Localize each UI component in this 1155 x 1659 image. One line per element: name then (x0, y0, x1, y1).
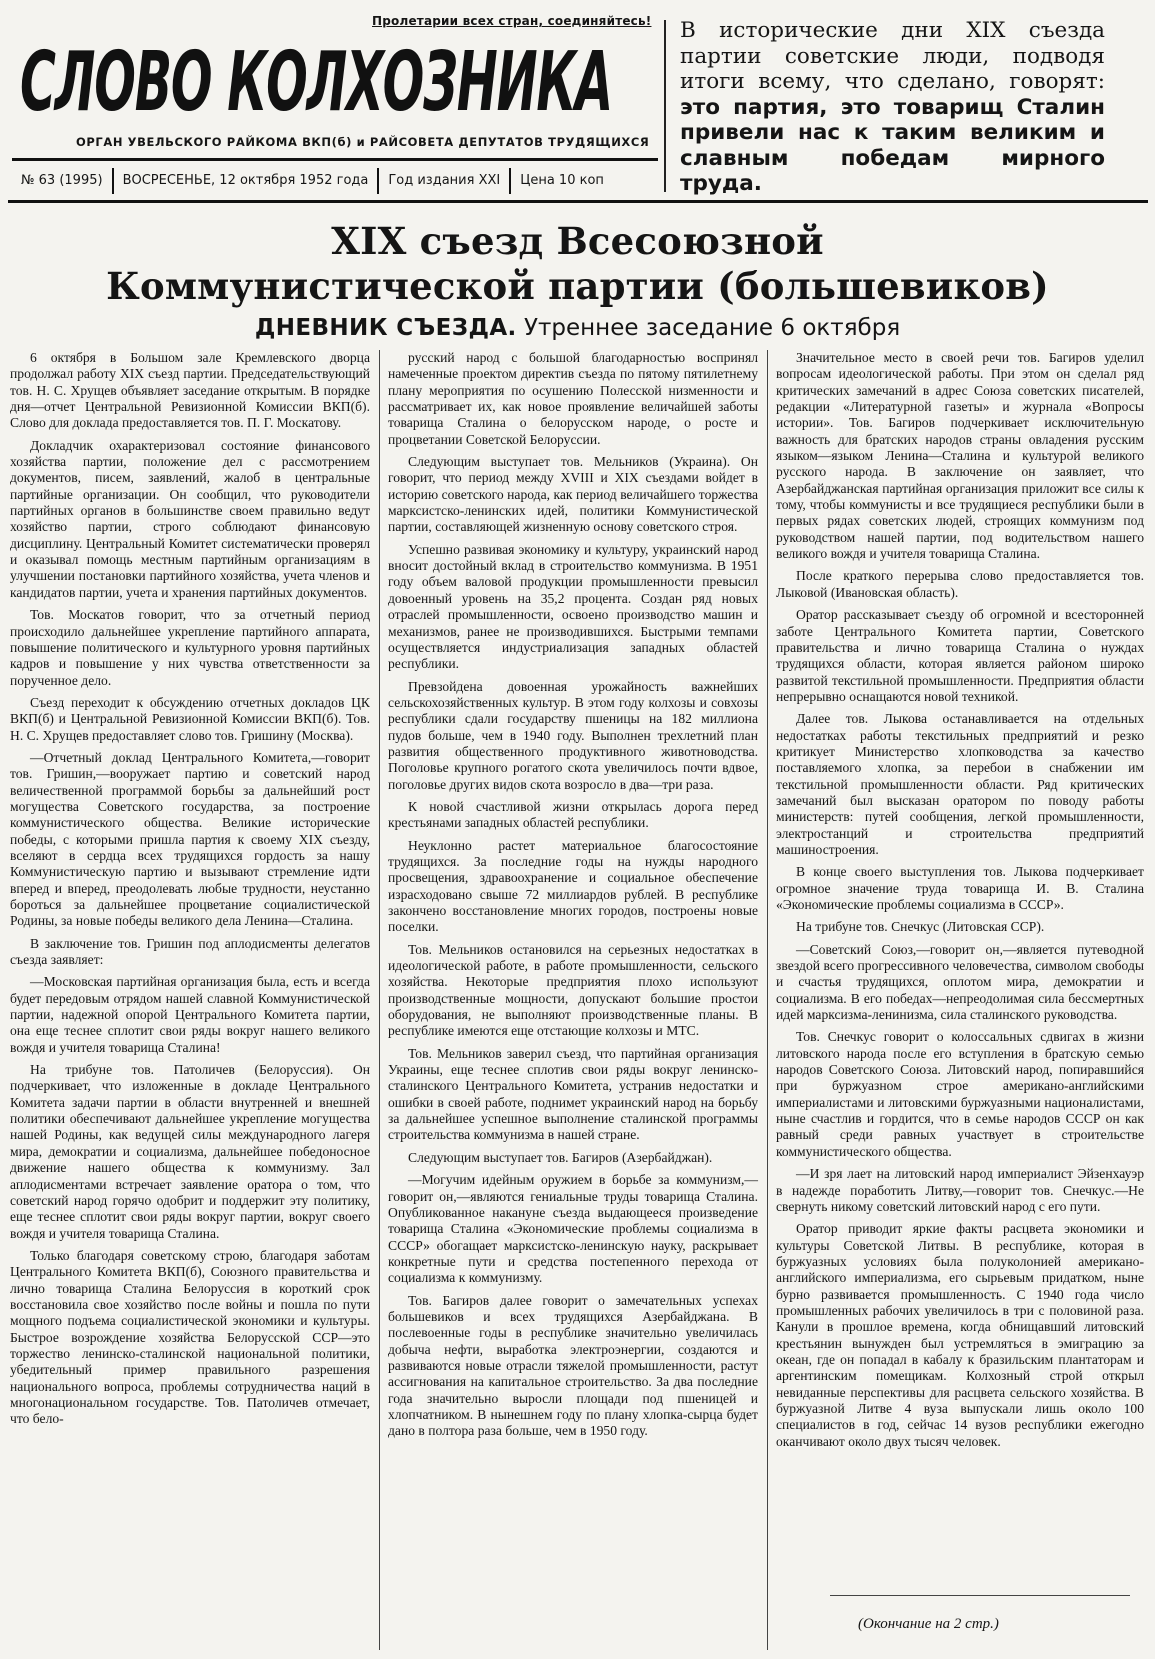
article-paragraph: —Московская партийная организация была, есть и всегда будет передовым отрядом нашей славной Коммунистической партии, надежной опорой Центрального Комитета партии, она еще теснее сплотит свои ряды вокруг нашего великого вождя и учителя товарища Сталина! (10, 974, 370, 1055)
article-paragraph: Неуклонно растет материальное благосостояние трудящихся. За последние годы на нужды народного просвещения, здравоохранение и социальное обеспечение израсходовано свыше 72 миллиардов рублей. В республике закончено восстановление многих городов, построены новые поселки. (388, 837, 758, 935)
issue-number: № 63 (1995) (12, 168, 114, 194)
article-paragraph: русский народ с большой благодарностью воспринял намеченные проектом директив съезда по пятому пятилетнему плану мероприятия по осушению Полесской низменности и рассматривает их, как новое проявление величайшей заботы товарища Сталина о белорусском народе, о росте и процветании Советской Белоруссии. (388, 350, 758, 447)
article-paragraph: На трибуне тов. Патоличев (Белоруссия). Он подчеркивает, что изложенные в докладе Центрального Комитета задачи партии в области внутренней и внешней политики обеспечивают дальнейшее укрепление могущества нашей Родины, как ведущей силы международного лагеря мира, демократии и социализма, дальнейшее победоносное движение нашего общества к коммунизму. Зал аплодисментами встречает заявление оратора о том, что советский народ горячо одобрит и поддержит эту политику, еще теснее сплотит свои ряды вокруг партии, вокруг своего вождя и учителя товарища Сталина. (10, 1062, 370, 1241)
quote-text: В исторические дни XIX съезда партии советские люди, подводя итоги всему, что сделано, говорят: (680, 18, 1105, 94)
article-paragraph: Следующим выступает тов. Мельников (Украина). Он говорит, что период между XVIII и XIX съездами войдет в историю советского народа, как период величайшего торжества марксистско-ленинских идей, политики Коммунистической партии, составляющей жизненную основу советского строя. (388, 454, 758, 535)
headline-line-2: Коммунистической партии (большевиков) (106, 264, 1049, 308)
subhead-title: ДНЕВНИК СЪЕЗДА. (254, 315, 517, 341)
continuation-note: (Окончание на 2 стр.) (858, 1616, 999, 1632)
article-column-2 (388, 350, 758, 1446)
article-column-3 (776, 350, 1144, 1456)
article-paragraph: Тов. Мельников остановился на серьезных недостатках в идеологической работе, в работе промышленности, сельского хозяйства. Некоторые предприятия плохо используют производственные мощности, допускают большие простои оборудования, не выполняют производственные планы. В республике имеются еще отстающие колхозы и МТС. (388, 941, 758, 1039)
article-paragraph: Превзойдена довоенная урожайность важнейших сельскохозяйственных культур. В этом году колхозы и совхозы республики сдали государству пшеницы на 182 миллиона пудов больше, чем в 1940 году. Выполнен трехлетний план развития общественного продуктивного животноводства. Поголовье крупного рогатого скота увеличилось почти вдвое, поголовье других видов скота возросло в два—три раза. (388, 678, 758, 792)
article-paragraph: Оратор приводит яркие факты расцвета экономики и культуры Советской Литвы. В республике, которая в буржуазных условиях была полуколонией американо-английского империализма, его сырьевым придатком, ныне бурно развивается промышленность. С 1940 года число промышленных рабочих увеличилось в три с половиной раза. Канули в прошлое времена, когда обнищавший литовский крестьянин вынужден был устремляться в эмиграцию за океан, где он попадал в кабалу к бразильским плантаторам и аргентинским помещикам. Колхозный строй открыл невиданные перспективы для расцвета сельского хозяйства. В буржуазной Литве 4 вуза выпускали лишь около 100 специалистов в год, сейчас 14 вузов республики ежегодно оканчивают около двух тысяч человек. (776, 1221, 1144, 1449)
article-paragraph: Тов. Снечкус говорит о колоссальных сдвигах в жизни литовского народа после его вступления в братскую семью народов Советского Союза. Литовский народ, попиравшийся при буржуазном строе американо-английскими империалистами и литовскими буржуазными националистами, ныне счастлив и гордится, что в семье народов СССР он как равный среди равных участвует в строительстве коммунистического общества. (776, 1029, 1144, 1159)
quote-emphasis: это партия, это товарищ Сталин привели нас к таким великим и славным победам мирного труда. (680, 94, 1105, 196)
masthead-organ: ОРГАН УВЕЛЬСКОГО РАЙКОМА ВКП(б) и РАЙСОВЕТА ДЕПУТАТОВ ТРУДЯЩИХСЯ (76, 135, 650, 149)
issue-info-bar (12, 164, 644, 198)
article-paragraph: В заключение тов. Гришин под аплодисменты делегатов съезда заявляет: (10, 935, 370, 968)
article-paragraph: Только благодаря советскому строю, благодаря заботам Центрального Комитета ВКП(б), Союзного правительства и лично товарища Сталина Белоруссия в короткий срок восстановила свое хозяйство после войны и пошла по пути мощного подъема социалистической экономики и культуры. Быстрое возрождение хозяйства Белорусской ССР—это торжество ленинско-сталинской национальной политики, убедительный пример правильного разрешения национального вопроса, проблемы сотрудничества наций в многонациональном государстве. Тов. Патоличев отмечает, что бело- (10, 1247, 370, 1427)
article-paragraph: Далее тов. Лыкова останавливается на отдельных недостатках работы текстильных предприятий и резко критикует Министерство хлопководства за качество поставляемого хлопка, за перебои в снабжении им текстильной промышленности области. Ряд критических замечаний был высказан оратором по поводу работы министерств: путей сообщения, легкой промышленности, электростанций и строительства предприятий машиностроения. (776, 711, 1144, 857)
article-paragraph: —И зря лает на литовский народ империалист Эйзенхауэр в надежде поработить Литву,—говорит тов. Снечкус.—Не свернуть никому советский литовский народ с его пути. (776, 1166, 1144, 1214)
editorial-quote (680, 18, 1105, 197)
article-paragraph: —Могучим идейным оружием в борьбе за коммунизм,—говорит он,—являются гениальные труды товарища Сталина. Опубликованное накануне съезда выдающееся произведение товарища Сталина «Экономические проблемы социализма в СССР» обогащает марксистско-ленинскую науку, раскрывает конкретные пути и средства постепенного перехода от социализма к коммунизму. (388, 1172, 758, 1286)
article-paragraph: Тов. Багиров далее говорит о замечательных успехах большевиков и всех трудящихся Азербайджана. В послевоенные годы в республике значительно увеличилась добыча нефти, выработка электроэнергии, создаются и развиваются новые отрасли тяжелой промышленности, растут ассигнования на капитальное строительство. За два последние года значительно выросли площади под пшеницей и хлопчатником. В нынешнем году по плану хлопка-сырца будет дано в полтора раза больше, чем в 1950 году. (388, 1292, 758, 1439)
masthead-motto: Пролетарии всех стран, соединяйтесь! (372, 14, 652, 28)
header-rule (8, 200, 1148, 203)
article-paragraph: Съезд переходит к обсуждению отчетных докладов ЦК ВКП(б) и Центральной Ревизионной Комиссии ВКП(б). Тов. Н. С. Хрущев предоставляет слово тов. Гришину (Москва). (10, 694, 370, 743)
newspaper-logo (18, 28, 618, 130)
article-paragraph: На трибуне тов. Снечкус (Литовская ССР). (796, 919, 1045, 935)
article-paragraph: После краткого перерыва слово предоставляется тов. Лыковой (Ивановская область). (776, 568, 1144, 600)
article-paragraph: Следующим выступает тов. Багиров (Азербайджан). (408, 1149, 713, 1165)
issue-price: Цена 10 коп (520, 173, 604, 188)
masthead-divider (664, 20, 666, 192)
headline-line-1: XIX съезд Всесоюзной (331, 219, 824, 263)
article-subhead (40, 315, 1115, 341)
article-paragraph: 6 октября в Большом зале Кремлевского дворца продолжал работу XIX съезд партии. Председательствующий тов. Н. С. Хрущев объявляет заседание открытым. В порядке дня—отчет Центральной Ревизионной Комиссии ВКП(б). Слово для доклада предоставляется тов. П. Г. Москатову. (10, 350, 370, 431)
column-divider-1 (379, 350, 380, 1650)
article-paragraph: В конце своего выступления тов. Лыкова подчеркивает огромное значение труда товарища И. В. Сталина «Экономические проблемы социализма в СССР». (776, 864, 1144, 912)
subhead-session: Утреннее заседание 6 октября (523, 315, 901, 341)
issue-date: ВОСРЕСЕНЬЕ, 12 октября 1952 года (114, 168, 380, 194)
article-paragraph: Тов. Москатов говорит, что за отчетный период происходило дальнейшее укрепление партийного аппарата, повышение политического и культурного уровня партийных кадров и повышение у них чувства ответственности за порученное дело. (10, 607, 370, 688)
masthead-rule (12, 158, 658, 161)
main-headline (40, 219, 1115, 309)
article-paragraph: —Отчетный доклад Центрального Комитета,—говорит тов. Гришин,—вооружает партию и советский народ величественной программой борьбы за дальнейший рост могущества Советского государства, за построение коммунистического общества. Великие исторические победы, с которыми пришла партия к своему XIX съезду, вселяют в сердца всех трудящихся гордость за нашу Коммунистическую партию и вызывают стремление идти вперед и вперед, преодолевать любые трудности, неустанно бороться за дальнейшее процветание социалистической Родины, за новые победы великого дела Ленина—Сталина. (10, 749, 370, 929)
svg-text:СЛОВО КОЛХОЗНИКА: СЛОВО КОЛХОЗНИКА (20, 35, 612, 130)
article-paragraph: К новой счастливой жизни открылась дорога перед крестьянами западных областей республики. (388, 798, 758, 831)
continuation-rule (830, 1595, 1130, 1596)
article-paragraph: Докладчик охарактеризовал состояние финансового хозяйства партии, положение дел с рассмотрением документов, писем, заявлений, жалоб в центральные партийные организации. Он сообщил, что руководители партийных органов в большинстве своем правильно ведут хозяйство партии, строго соблюдают финансовую дисциплину. Центральный Комитет систематически проверял и оказывал помощь местным партийным организациям в улучшении постановки партийного хозяйства, учета членов и кандидатов партии, учета и хранения партийных документов. (10, 437, 370, 600)
article-paragraph: Оратор рассказывает съезду об огромной и всесторонней заботе Центрального Комитета партии, Советского правительства и лично товарища Сталина о нуждах трудящихся области, которая является районом широко развитой текстильной промышленности. Предприятия области непрерывно оснащаются новой техникой. (776, 607, 1144, 704)
article-column-1 (10, 350, 370, 1434)
article-paragraph: Тов. Мельников заверил съезд, что партийная организация Украины, еще теснее сплотив свои ряды вокруг ленинско-сталинского Центрального Комитета, устранив недостатки и ошибки в своей работе, поднимет украинский народ на борьбу за дальнейшее успешное выполнение сталинской программы строительства коммунизма в нашей стране. (388, 1045, 758, 1143)
article-paragraph: Успешно развивая экономику и культуру, украинский народ вносит достойный вклад в строительство коммунизма. В 1951 году объем валовой продукции промышленности превысил довоенный уровень на 35,2 процента. Создан ряд новых отраслей промышленности, освоено производство машин и механизмов, ранее не производившихся. Быстрыми темпами осуществляется индустриализация западных областей республики. (388, 541, 758, 672)
article-paragraph: Значительное место в своей речи тов. Багиров уделил вопросам идеологической работы. При этом он сделал ряд критических замечаний в адрес Союза советских писателей, редакции «Литературной газеты» и журнала «Вопросы истории». Тов. Багиров подчеркивает исключительную важность для братских народов страны овладения русским языком—языком Ленина—Сталина и культурой великого русского народа. В заключение он заявляет, что Азербайджанская партийная организация приложит все силы к тому, чтобы коммунисты и все трудящиеся республики были в первых рядах советских людей, строящих коммунизм под руководством нашей партии, под водительством нашего великого вождя и учителя товарища Сталина. (776, 350, 1144, 562)
article-paragraph: —Советский Союз,—говорит он,—является путеводной звездой всего прогрессивного человечества, символом свободы и счастья трудящихся, оплотом мира, демократии и социализма. В его победах—непреодолимая сила бессмертных идей марксизма-ленинизма, сила сталинского руководства. (776, 941, 1144, 1023)
column-divider-2 (767, 350, 768, 1650)
publication-year: Год издания XXI (379, 168, 511, 194)
